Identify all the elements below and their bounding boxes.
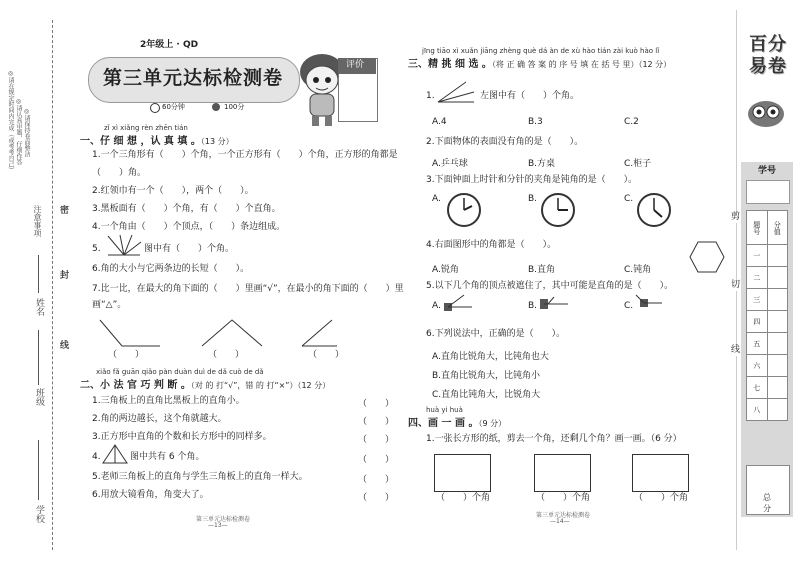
section-1-pinyin: zǐ xì xiǎng rèn zhēn tián: [104, 124, 188, 132]
section-3-points: （12 分）: [638, 60, 672, 69]
clock-icon-a: [446, 192, 482, 228]
section-3-heading: 精 挑 细 选 。: [428, 59, 492, 70]
notice-title: 注意事项: [33, 205, 42, 237]
q2-4: 4.: [92, 452, 101, 462]
score-cell[interactable]: [767, 399, 788, 421]
rect-drawing-area-3[interactable]: [632, 454, 689, 492]
q2-6-answer[interactable]: （ ）: [358, 493, 395, 503]
score-row-label: 四: [747, 311, 768, 333]
q3-4: 4.右面图形中的角都是（ ）。: [426, 240, 557, 250]
q2-4-text: 图中共有 6 个角。: [130, 452, 205, 462]
q4-label-1[interactable]: （ ）个角: [436, 493, 491, 503]
q1-4: 4.一个角由（ ）个顶点，（ ）条边组成。: [92, 222, 286, 232]
covered-angle-a: [444, 294, 474, 312]
name-label: 姓名: [34, 298, 44, 316]
q2-1: 1.三角板上的直角比黑板上的直角小。: [92, 396, 245, 406]
q1-7-cont: 画“△”。: [92, 300, 127, 310]
time-label: 60分钟: [162, 103, 185, 111]
score-table: [746, 210, 788, 421]
q3-4-opt-c[interactable]: C.钝角: [624, 265, 652, 275]
class-label: 班级: [34, 388, 44, 406]
q3-1-opt-c[interactable]: C.2: [624, 117, 639, 127]
q2-5-answer[interactable]: （ ）: [358, 475, 395, 485]
q1-5: 5.: [92, 244, 101, 254]
q3-3-opt-c[interactable]: C.: [624, 194, 634, 204]
q1-7-blank-c[interactable]: （ ）: [308, 350, 345, 360]
triangle-figure: [102, 444, 128, 464]
cut-mark-qie: 切: [731, 280, 741, 290]
q3-5-opt-b[interactable]: B.: [528, 301, 538, 311]
q3-3-opt-b[interactable]: B.: [528, 194, 538, 204]
section-3-title: [408, 55, 671, 70]
section-2-no: 二、: [80, 380, 100, 391]
q3-3-opt-a[interactable]: A.: [432, 194, 441, 204]
q3-6-opt-b[interactable]: B.直角比锐角大，比钝角小: [432, 371, 541, 381]
eval-label: 评价: [346, 60, 365, 70]
q3-5-opt-c[interactable]: C.: [624, 301, 634, 311]
section-1-heading: 仔 细 想 ，认 真 填 。: [100, 136, 201, 147]
q1-7: 7.比一比，在最大的角下面的（ ）里画“√”，在最小的角下面的（ ）里: [92, 284, 404, 294]
q2-6: 6.用放大镜看角，角变大了。: [92, 490, 209, 500]
section-3-no: 三、: [408, 59, 428, 70]
q3-3: 3.下面钟面上时针和分针的夹角是钝角的是（ ）。: [426, 175, 638, 185]
q1-1-cont: （ ）角。: [92, 168, 147, 178]
notice-line-3: ◎请保持卷面整洁: [23, 108, 30, 157]
section-3-note: （将 正 确 答 案 的 序 号 填 在 括 号 里）: [491, 60, 639, 69]
clock-icon-b: [540, 192, 576, 228]
score-cell[interactable]: [767, 333, 788, 355]
section-4-pinyin: huà yi huà: [426, 406, 463, 414]
q3-1-opt-a[interactable]: A.4: [432, 117, 447, 127]
student-no-label: 学号: [758, 166, 777, 176]
score-table-head-score: 分值: [767, 211, 788, 245]
clock-icon: [150, 103, 160, 113]
notice-line-1: ◎请在规定时间内完成（或考考自己）: [7, 70, 14, 173]
q1-6: 6.角的大小与它两条边的长短（ ）。: [92, 264, 250, 274]
cut-mark-xian-right: 线: [731, 345, 741, 355]
q3-5: 5.以下几个角的顶点被遮住了，其中可能是直角的是（ ）。: [426, 281, 674, 291]
section-4-heading: 画 一 画 。: [428, 418, 479, 429]
score-row-label: 六: [747, 355, 768, 377]
q3-5-opt-a[interactable]: A.: [432, 301, 441, 311]
q2-5: 5.老师三角板上的直角与学生三角板上的直角一样大。: [92, 472, 308, 482]
school-label: 学校: [34, 505, 44, 523]
covered-angle-c: [634, 294, 664, 312]
section-2-note: （对 的 打“√”，错 的 打“×”）（12 分）: [190, 381, 331, 390]
q1-7-blank-a[interactable]: （ ）: [108, 350, 145, 360]
student-no-input[interactable]: [746, 180, 790, 204]
score-row-label: 五: [747, 333, 768, 355]
q2-2-answer[interactable]: （ ）: [358, 417, 395, 427]
score-row-label: 二: [747, 267, 768, 289]
q3-1-text: 左图中有（ ）个角。: [480, 91, 580, 101]
logo: 百分易卷: [749, 34, 787, 77]
q4-label-2[interactable]: （ ）个角: [536, 493, 591, 503]
score-label: 100分: [224, 103, 245, 111]
score-row-label: 三: [747, 289, 768, 311]
section-1-title: [80, 132, 234, 147]
robot-mascot-icon: [746, 96, 786, 128]
cut-mark-mi: 密: [58, 205, 68, 214]
class-line[interactable]: [38, 330, 39, 385]
q3-2-opt-c[interactable]: C.柜子: [624, 159, 652, 169]
footer-left-page: —13—: [208, 522, 228, 529]
clock-icon-c: [636, 192, 672, 228]
cut-mark-jian: 剪: [731, 212, 741, 222]
score-row-label: 一: [747, 245, 768, 267]
section-1-points: （13 分）: [200, 137, 234, 146]
q4-label-3[interactable]: （ ）个角: [634, 493, 689, 503]
grade-label: 2年级上 · QD: [140, 40, 199, 50]
score-cell[interactable]: [767, 267, 788, 289]
q4-1: 1.一张长方形的纸，剪去一个角，还剩几个角？画一画。（6 分）: [426, 434, 682, 444]
score-cell[interactable]: [767, 245, 788, 267]
q3-2: 2.下面物体的表面没有角的是（ ）。: [426, 137, 584, 147]
angle-figure-fan: [106, 234, 142, 256]
section-3-pinyin: jīng tiāo xì xuǎn jiāng zhèng què dá àn de xù hào tián zài kuò hào lǐ: [422, 47, 660, 55]
section-2-title: [80, 376, 330, 391]
q3-6: 6.下列说法中，正确的是（ ）。: [426, 329, 566, 339]
hexagon-figure: [689, 240, 725, 274]
score-cell[interactable]: [767, 311, 788, 333]
q2-4-answer[interactable]: （ ）: [358, 455, 395, 465]
q3-1-angle-figure: [436, 80, 476, 104]
q2-1-answer[interactable]: （ ）: [358, 399, 395, 409]
rect-drawing-area-1[interactable]: [434, 454, 491, 492]
q1-7-blank-b[interactable]: （ ）: [208, 350, 245, 360]
q1-3: 3.黑板面有（ ）个角，有（ ）个直角。: [92, 204, 281, 214]
footer-right-page: —14—: [550, 518, 570, 525]
cut-mark-feng: 封: [58, 270, 68, 279]
score-cell[interactable]: [767, 377, 788, 399]
section-2-pinyin: xiǎo fǎ guān qiǎo pàn duàn duì de dǎ cuò de dǎ: [96, 368, 264, 376]
cut-mark-xian: 线: [58, 340, 68, 349]
q3-2-opt-a[interactable]: A.乒乓球: [432, 159, 468, 169]
score-row-label: 八: [747, 399, 768, 421]
total-label: 总分: [763, 493, 771, 513]
q3-1-opt-b[interactable]: B.3: [528, 117, 543, 127]
q1-2: 2.红领巾有一个（ ），两个（ ）。: [92, 186, 254, 196]
score-icon: [212, 103, 220, 111]
q3-6-opt-a[interactable]: A.直角比锐角大，比钝角也大: [432, 352, 549, 362]
q1-1: 1.一个三角形有（ ）个角，一个正方形有（ ）个角，正方形的角都是: [92, 150, 398, 160]
section-2-heading: 小 法 官 巧 判 断 。: [100, 380, 191, 391]
rect-drawing-area-2[interactable]: [534, 454, 591, 492]
section-4-no: 四、: [408, 418, 428, 429]
page-title: 第三单元达标检测卷: [103, 67, 284, 89]
score-table-head-no: 题号: [747, 211, 768, 245]
footer-left-caption: 第三单元达标检测卷: [196, 516, 251, 523]
q3-4-opt-b[interactable]: B.直角: [528, 265, 556, 275]
q2-2: 2.角的两边越长，这个角就越大。: [92, 414, 227, 424]
angle-compare-figures: [92, 316, 352, 350]
section-4-points: （9 分）: [478, 419, 507, 428]
score-row-label: 七: [747, 377, 768, 399]
q3-2-opt-b[interactable]: B.方桌: [528, 159, 556, 169]
q3-6-opt-c[interactable]: C.直角比钝角大，比锐角大: [432, 390, 541, 400]
section-1-no: 一、: [80, 136, 100, 147]
q3-4-opt-a[interactable]: A.锐角: [432, 265, 459, 275]
score-cell[interactable]: [767, 355, 788, 377]
school-line[interactable]: [38, 440, 39, 500]
q2-3-answer[interactable]: （ ）: [358, 435, 395, 445]
q1-5-text: 图中有（ ）个角。: [144, 244, 235, 254]
footer-right-caption: 第三单元达标检测卷: [536, 512, 591, 519]
q3-1: 1.: [426, 91, 435, 101]
covered-angle-b: [540, 294, 570, 312]
cut-line: [52, 20, 53, 550]
section-4-title: [408, 414, 506, 429]
name-line[interactable]: [38, 255, 39, 293]
q2-3: 3.正方形中直角的个数和长方形中的同样多。: [92, 432, 272, 442]
notice-line-2: ◎请认真审题，仔细作答: [15, 98, 22, 165]
score-cell[interactable]: [767, 289, 788, 311]
